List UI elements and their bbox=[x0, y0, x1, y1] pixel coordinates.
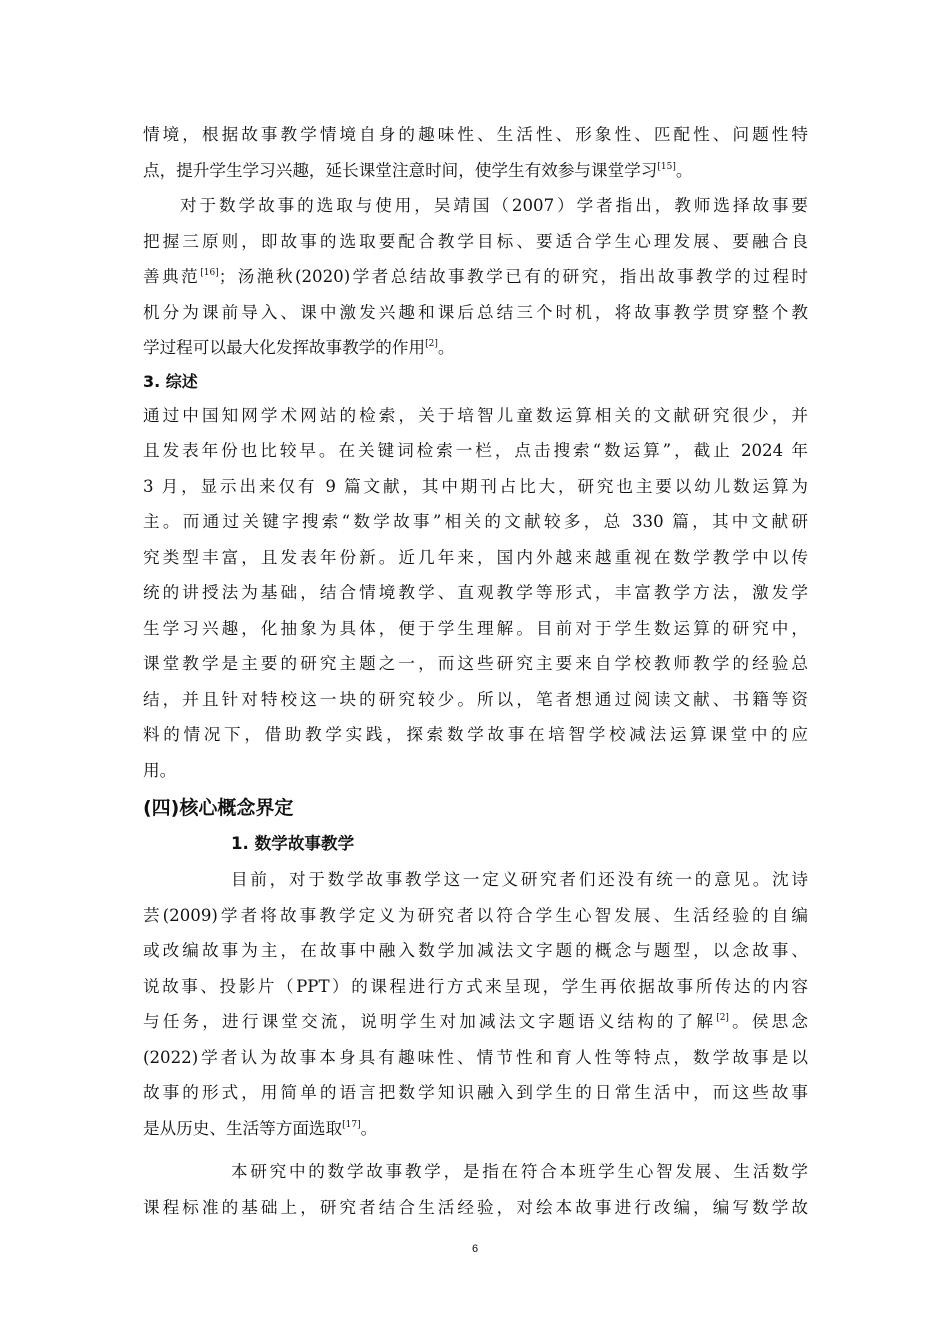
text-line: 对于数学故事的选取与使用，吴靖国（2007）学者指出，教师选择故事要 bbox=[180, 196, 808, 215]
text-line: 学过程可以最大化发挥故事教学的作用[2]。 bbox=[143, 338, 455, 357]
text-line: 生学习兴趣，化抽象为具体，便于学生理解。目前对于学生数运算的研究中， bbox=[143, 618, 808, 638]
paragraph bbox=[143, 862, 808, 1146]
text-line: 点，提升学生学习兴趣，延长课堂注意时间，使学生有效参与课堂学习[15]。 bbox=[143, 160, 693, 180]
text-line: 目前，对于数学故事教学这一定义研究者们还没有统一的意见。沈诗 bbox=[231, 870, 808, 889]
citation: [17] bbox=[342, 1119, 361, 1130]
text-line: 结，并且针对特校这一块的研究较少。所以，笔者想通过阅读文献、书籍等资 bbox=[143, 689, 808, 709]
text-line: 本研究中的数学故事教学，是指在符合本班学生心智发展、生活数学 bbox=[231, 1162, 808, 1181]
text-line: 芸(2009)学者将故事教学定义为研究者以符合学生心智发展、生活经验的自编 bbox=[143, 905, 808, 925]
text-line: 故事的形式，用简单的语言把数学知识融入到学生的日常生活中，而这些故事 bbox=[143, 1083, 808, 1102]
text-line: 善典范[16]；汤滟秋(2020)学者总结故事教学已有的研究，指出故事教学的过程时 bbox=[143, 267, 808, 286]
text-line: 究类型丰富，且发表年份新。近几年来，国内外越来越重视在数学教学中以传 bbox=[143, 547, 808, 567]
text-line: 主。而通过关键字搜索“数学故事”相关的文献较多，总 330 篇，其中文献研 bbox=[143, 512, 808, 531]
text-line: (2022)学者认为故事本身具有趣味性、情节性和育人性等特点，数学故事是以 bbox=[143, 1047, 808, 1067]
text-line: 料的情况下，借助教学实践，探索数学故事在培智学校减法运算课堂中的应 bbox=[143, 725, 808, 744]
text-line: 用。 bbox=[143, 760, 177, 780]
text-line: 情境，根据故事教学情境自身的趣味性、生活性、形象性、匹配性、问题性特 bbox=[143, 125, 808, 144]
text-line: 通过中国知网学术网站的检索，关于培智儿童数运算相关的文献研究很少，并 bbox=[143, 405, 808, 425]
text-line: 课堂教学是主要的研究主题之一，而这些研究主要来自学校教师教学的经验总 bbox=[143, 654, 808, 673]
text-line: 说故事、投影片（PPT）的课程进行方式来呈现，学生再依据故事所传达的内容 bbox=[143, 976, 808, 996]
text-line: 3 月，显示出来仅有 9 篇文献，其中期刊占比大，研究也主要以幼儿数运算为 bbox=[143, 476, 808, 496]
citation: [15] bbox=[657, 161, 676, 172]
citation: [2] bbox=[716, 1013, 729, 1023]
citation: [2] bbox=[425, 339, 438, 349]
text-line: 把握三原则，即故事的选取要配合教学目标、要适合学生心理发展、要融合良 bbox=[143, 231, 808, 251]
paragraph bbox=[143, 188, 808, 366]
page-number: 6 bbox=[471, 1243, 479, 1255]
text-line: 是从历史、生活等方面选取[17]。 bbox=[143, 1118, 378, 1138]
text-line: 统的讲授法为基础，结合情境教学、直观教学等形式，丰富教学方法，激发学 bbox=[143, 583, 808, 602]
text-line: 课程标准的基础上，研究者结合生活经验，对绘本故事进行改编，编写数学故 bbox=[143, 1197, 808, 1217]
paragraph bbox=[143, 117, 808, 188]
text-line: 或改编故事为主，在故事中融入数学加减法文字题的概念与题型，以念故事、 bbox=[143, 941, 808, 960]
paragraph bbox=[143, 398, 808, 789]
citation: [16] bbox=[200, 268, 219, 278]
text-line: 与任务，进行课堂交流，说明学生对加减法文字题语义结构的了解[2]。侯思念 bbox=[143, 1012, 808, 1031]
paragraph bbox=[143, 1154, 808, 1225]
subsection-heading: 1. 数学故事教学 bbox=[231, 834, 355, 853]
text-line: 机分为课前导入、课中激发兴趣和课后总结三个时机，将故事教学贯穿整个教 bbox=[143, 302, 808, 322]
section-heading: 3. 综述 bbox=[143, 371, 198, 391]
chapter-heading: (四)核心概念界定 bbox=[143, 797, 294, 819]
text-line: 且发表年份也比较早。在关键词检索一栏，点击搜索“数运算”，截止 2024 年 bbox=[143, 441, 808, 460]
page-body bbox=[143, 117, 808, 1225]
